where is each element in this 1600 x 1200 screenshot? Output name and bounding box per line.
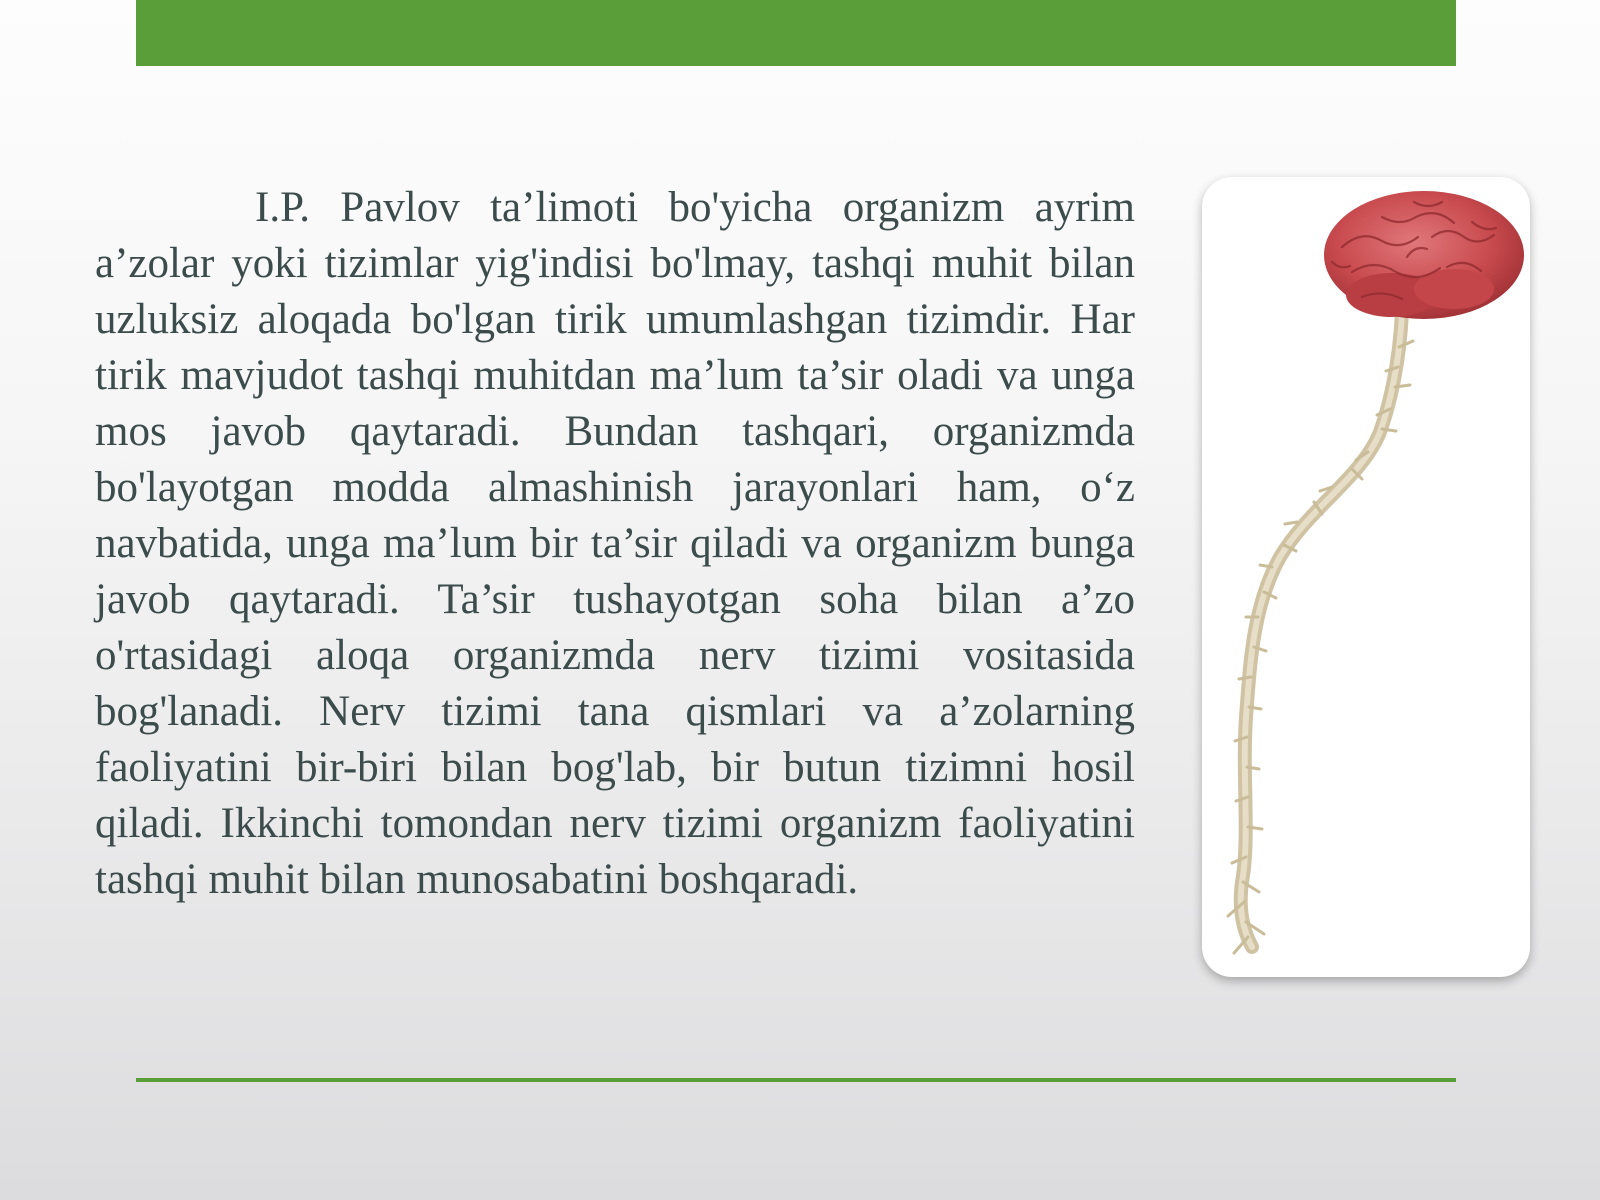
top-accent-bar <box>136 0 1456 66</box>
brain-spinal-cord-illustration <box>1202 177 1530 977</box>
image-card <box>1202 177 1530 977</box>
bottom-accent-rule <box>136 1078 1456 1082</box>
body-text: I.P. Pavlov ta’limoti bo'yicha organizm ayrim a’zolar yoki tizimlar yig'indisi bo'lmay, tashqi muhit bilan uzluksiz aloqada bo'lgan tirik umumlashgan tizimdir. Har tirik mavjudot tashqi muhitdan ma’lum ta’sir oladi va unga mos javob qaytaradi. Bundan tashqari, organizmda bo'layotgan modda almashinish jarayonlari ham, o‘z navbatida, unga ma’lum bir ta’sir qiladi va organizm bunga javob qaytaradi. Ta’sir tushayotgan soha bilan a’zo o'rtasidagi aloqa organizmda nerv tizimi vositasida bog'lanadi. Nerv tizimi tana qismlari va a’zolarning faoliyatini bir-biri bilan bog'lab, bir butun tizimni hosil qiladi. Ikkinchi tomondan nerv tizimi organizm faoliyatini tashqi muhit bilan munosabatini boshqaradi. <box>95 184 1135 903</box>
